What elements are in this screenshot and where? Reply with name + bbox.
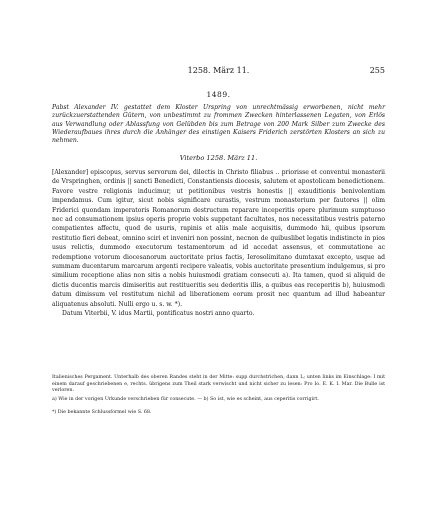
footnote-star: *) Die bekannte Schlussformel wie S. 68. bbox=[52, 410, 152, 415]
document-number: 1489. bbox=[206, 90, 231, 99]
document-summary: Pabst Alexander IV. gestattet dem Kloster Urspring von unrechtmässig erworbenen, nicht mehr zurückzuerstattenden Gütern, von unbestimmt zu frommen Zwecken hinterlassenen Legaten, von Erlös aus Verwandlung oder Ablassfung von Gelübden bis zum Betrage von 200 Mark Silber zum Zwecke des Wiederaufbaues ihres durch die Anhänger des einstigen Kaisers Friderich zerstörten Klosters an sich zu nehmen. bbox=[52, 104, 385, 145]
footnote-a-b: a) Wie in der vorigen Urkunde verschrieben für consecute. — b) So ist, wie es scheint, aus ceperitis corrigirt. bbox=[52, 397, 319, 402]
place-and-date: Viterbo 1258. März 11. bbox=[179, 154, 258, 162]
manuscript-description: Italienisches Pergament. Unterhalb des oberen Randes steht in der Mitte: supp durchstrichen, dann L; unten links im Einschlage: I mit einem darauf geschriebenen e, rechts. übrigens zum Theil stark verwischt und nicht sicher zu lesen: Pro Io. E. K. I. Mar. Die Bulle ist verloren. bbox=[52, 375, 385, 394]
page-number: 255 bbox=[369, 66, 385, 75]
running-head-date: 1258. März 11. bbox=[187, 66, 250, 75]
charter-text bbox=[52, 168, 385, 319]
charter-paragraph-main: [Alexander] episcopus, servus servorum dei, dilectis in Christo filiabus .. priorisse et conventui monasterii de Vrspringhen, ordinis || sancti Benedicti, Constantiensis diocesis, salutem et apostolicam benedictionem. Favore vestre religionis inducimur, ut petitionibus vestris honestis || exauditionis benivolentiam impendamus. Cum igitur, sicut nobis significare curastis, vestrum monasterium per fautores || olim Friderici quondam imperatoris Romanorum destructum reparare inceperitis opere plurimum sumptuoso nec ad consumationem ipsius operis proprie vobis suppetant facultates, nos necessitatibus vestris paterno compatientes affectu, quod de usuris, rapinis et aliis male acquisitis, dummodo hii, quibus ipsorum restitutio fieri debeat, omnino sciri et inveniri non possint, necnon de quibuslibet legatis indistincte in pios usus relictis, dummodo executorum testamentorum ad id accedat assensus, et commutatione ac redemptione votorum diocesanorum auctoritate prius factis, Ierosolimitano dumtaxat excepto, usque ad summam ducentarum marcarum argenti recipere valeatis, vobis auctoritate presentium indulgemus, si pro similium receptione alias non sitis a nobis huiusmodi gratiam consecuti a). Ita tamen, quod si aliquid de dictis ducentis marcis dimiseritis aut restitueritis seu dederitis illis, a quibus eas receperitis b), huiusmodi datum dimissum vel restitutum nichil ad liberationem eorum prosit nec quantum ad illud habeantur aliquatenus absoluti. Nulli ergo u. s. w. *). bbox=[52, 169, 385, 308]
running-head bbox=[52, 66, 385, 78]
charter-paragraph-dating: Datum Viterbii, V. idus Martii, pontificatus nostri anno quarto. bbox=[62, 310, 255, 318]
